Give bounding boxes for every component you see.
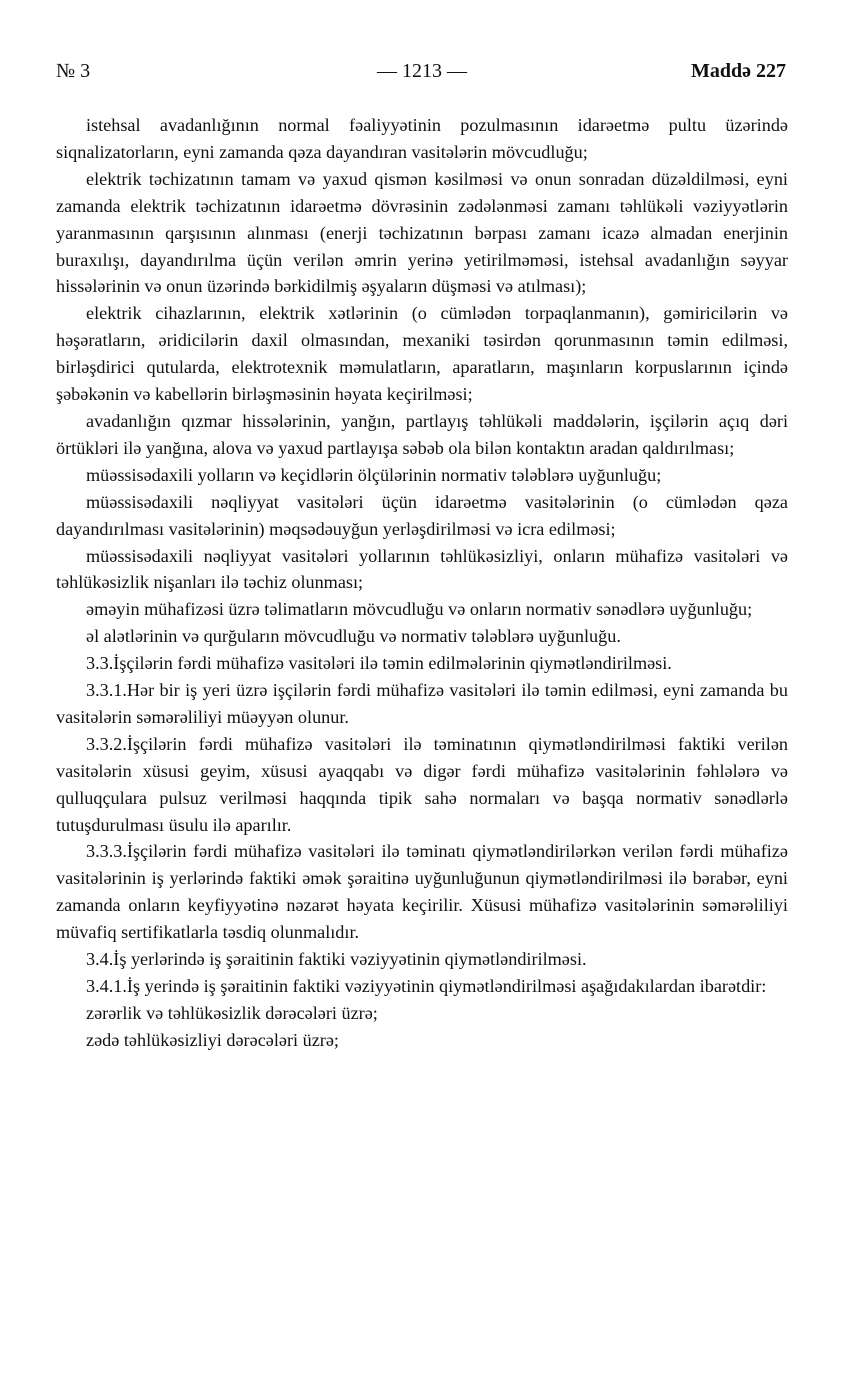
paragraph: zərərlik və təhlükəsizlik dərəcələri üzrə; bbox=[86, 1002, 378, 1023]
section-heading: 3.3.İşçilərin fərdi mühafizə vasitələri ilə təmin edilmələrinin qiymətləndirilməsi. bbox=[86, 653, 672, 674]
paragraph: müəssisədaxili nəqliyyat vasitələri üçün idarəetmə vasitələrinin (o cümlədən qəza dayandırılması vasitələrinin) məqsədəuyğun yerləşdirilməsi və icra edilməsi; bbox=[56, 491, 788, 539]
page-number: — 1213 — bbox=[377, 60, 467, 82]
paragraph: 3.3.3.İşçilərin fərdi mühafizə vasitələri ilə təminatı qiymətləndirilərkən verilən fərdi mühafizə vasitələrinin iş yerlərində faktiki əmək şəraitinə uyğunluğunun qiymətləndirilməsi ilə bərabər, eyni zamanda onların keyfiyyətinə nəzarət həyata keçirilir. Xüsusi mühafizə vasitələrinin səmərəliliyi müvafiq sertifikatlarla təsdiq olunmalıdır. bbox=[56, 841, 788, 943]
section-heading: 3.4.İş yerlərində iş şəraitinin faktiki vəziyyətinin qiymətləndirilməsi. bbox=[86, 949, 587, 970]
paragraph: avadanlığın qızmar hissələrinin, yanğın, partlayış təhlükəli maddələrin, işçilərin açıq dəri örtükləri ilə yanğına, alova və yaxud partlayışa səbəb ola bilən kontaktın aradan qaldırılması; bbox=[56, 410, 788, 458]
article-number: Maddə 227 bbox=[691, 60, 786, 82]
issue-number: № 3 bbox=[56, 60, 91, 82]
paragraph: 3.4.1.İş yerində iş şəraitinin faktiki vəziyyətinin qiymətləndirilməsi aşağıdakılardan ibarətdir: bbox=[86, 976, 767, 996]
paragraph: elektrik təchizatının tamam və yaxud qismən kəsilməsi və onun sonradan düzəldilməsi, eyni zamanda elektrik təchizatının idarəetmə dövrəsinin zədələnməsi zamanı təhlükəli vəziyyətlərin yaranmasının qarşısının alınması (enerji təchizatının bərpası zamanı icazə almadan enerjinin buraxılışı, dayandırılma üçün verilən əmrin yerinə yetirilməməsi, istehsal avadanlığın səyyar hissələrinin və onun üzərində bərkidilmiş əşyaların düşməsi və atılması); bbox=[56, 168, 788, 297]
paragraph: elektrik cihazlarının, elektrik xətlərinin (o cümlədən torpaqlanmanın), gəmiricilərin və həşəratların, əridicilərin daxil olmasından, mexaniki təsirdən qorunmasının təmin edilməsi, birləşdirici qutularda, elektrotexnik məmulatların, aparatların, maşınların korpuslarının içində şəbəkənin və kabellərin birləşməsinin həyata keçirilməsi; bbox=[56, 303, 788, 405]
page-header bbox=[0, 60, 844, 88]
paragraph: zədə təhlükəsizliyi dərəcələri üzrə; bbox=[86, 1029, 339, 1050]
paragraph: müəssisədaxili nəqliyyat vasitələri yollarının təhlükəsizliyi, onların mühafizə vasitələri və təhlükəsizlik nişanları ilə təchiz olunması; bbox=[56, 545, 788, 593]
paragraph: müəssisədaxili yolların və keçidlərin ölçülərinin normativ tələblərə uyğunluğu; bbox=[86, 464, 662, 485]
paragraph: əl alətlərinin və qurğuların mövcudluğu və normativ tələblərə uyğunluğu. bbox=[86, 626, 621, 647]
paragraph: istehsal avadanlığının normal fəaliyyətinin pozulmasının idarəetmə pultu üzərində siqnalizatorların, eyni zamanda qəza dayandıran vasitələrin mövcudluğu; bbox=[56, 115, 788, 162]
paragraph: 3.3.2.İşçilərin fərdi mühafizə vasitələri ilə təminatının qiymətləndirilməsi faktiki verilən vasitələrin xüsusi geyim, xüsusi ayaqqabı və digər fərdi mühafizə vasitələrinin fəhlələrə və qulluqçulara pulsuz verilməsi haqqında tipik sahə normaları və başqa normativ sənədlərlə tutuşdurulması üsulu ilə aparılır. bbox=[56, 733, 788, 835]
paragraph: 3.3.1.Hər bir iş yeri üzrə işçilərin fərdi mühafizə vasitələri ilə təmin edilməsi, eyni zamanda bu vasitələrin səmərəliliyi müəyyən olunur. bbox=[56, 680, 788, 727]
paragraph: əməyin mühafizəsi üzrə təlimatların mövcudluğu və onların normativ sənədlərə uyğunluğu; bbox=[86, 599, 753, 620]
document-body bbox=[56, 112, 788, 1054]
